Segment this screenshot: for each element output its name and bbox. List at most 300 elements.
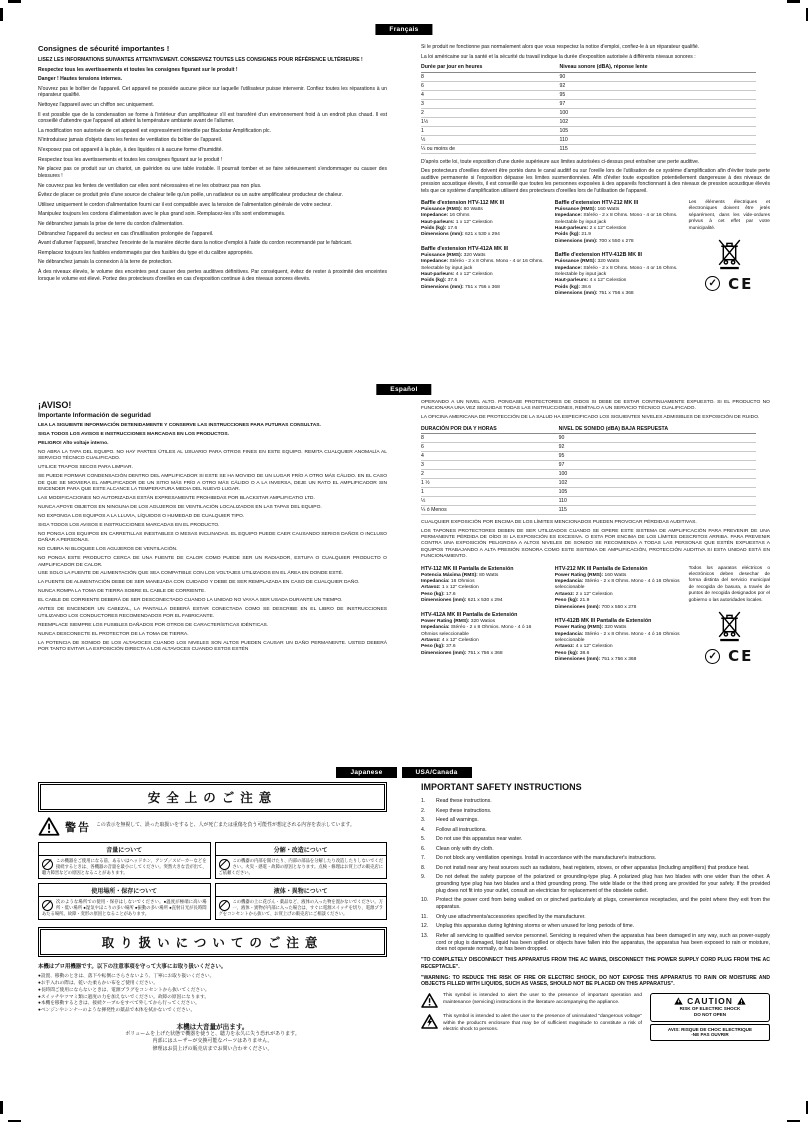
spec-label: Poids (kg): xyxy=(421,225,447,231)
caution-box-wrap xyxy=(650,993,770,1041)
tab-francais: Français xyxy=(375,24,432,35)
paragraph: Danger ! Hautes tensions internes. xyxy=(38,76,123,83)
spec-label: Artavoz: xyxy=(554,591,575,597)
table-cell: 92 xyxy=(559,442,756,451)
approval-check-icon: ✓ xyxy=(705,276,720,291)
paragraph: NO CUBRA NI BLOQUEE LOS AGUJEROS DE VENTILACIÓN. xyxy=(38,547,178,553)
french-right-intro xyxy=(421,44,770,60)
handling-bullet: ●ベンジンやシンナーのような揮発性の薬品で本体を拭かないでください。 xyxy=(38,1007,196,1013)
spec-label: Dimensions (mm): xyxy=(421,232,464,238)
table-cell: 92 xyxy=(560,81,757,90)
crop-mark xyxy=(0,1101,3,1114)
tab-usa-canada: USA/Canada xyxy=(402,767,472,778)
paragraph: NUNCA APOYE OBJETOS EN NINGUNA DE LOS AGUJEROS DE VENTILACIÓN LOCALIZADOS EN LAS TAPAS DEL EQUIPO. xyxy=(38,504,322,510)
spec-label: Impedancia: xyxy=(554,631,584,637)
table-cell: 3 xyxy=(421,99,560,108)
table-cell: 6 xyxy=(421,442,559,451)
paragraph: Si le produit ne fonctionne pas normalement alors que vous respectez la notice d'emploi, confiez-le à un réparateur qualifié. xyxy=(421,44,700,50)
table-cell: 4 xyxy=(421,451,559,460)
spec-label: Dimensions (mm): xyxy=(554,291,598,297)
spec-line: Artavoz: 1 x 12" Celestion xyxy=(421,585,479,591)
paragraph: Ne débranchez jamais la connexion à la terre de protection. xyxy=(38,259,173,266)
table-cell: 110 xyxy=(560,135,757,144)
notice-line: ボリュームを上げた状態で機器を使うと、聴力を永久に失う恐れがあります。 xyxy=(125,1030,300,1037)
spec-block xyxy=(555,200,680,245)
instruction-number: 12. xyxy=(421,923,429,930)
caution-label: CAUTION xyxy=(687,996,733,1007)
caution-open-line: DO NOT OPEN xyxy=(693,1012,727,1018)
bottom-section xyxy=(38,782,770,1114)
tab-espanol: Español xyxy=(376,384,431,395)
caution-box-title: 分解・改造について xyxy=(216,843,387,856)
table-cell: 8 xyxy=(421,433,559,442)
paragraph: N'exposez pas cet appareil à la pluie, à des liquides ni à aucune forme d'humidité. xyxy=(38,147,223,154)
paragraph: LISEZ LES INFORMATIONS SUIVANTES ATTENTIVEMENT. CONSERVEZ TOUTES LES CONSIGNES POUR RÉFÉRENCE ULTÉRIEURE ! xyxy=(38,57,363,63)
spec-label: Impedancia: xyxy=(554,579,584,585)
spec-line: Dimensions (mm): 621 x 530 x 294 xyxy=(421,232,500,238)
instruction-item xyxy=(421,817,770,824)
spec-label: Puissance (RMS): xyxy=(554,206,597,212)
prohibition-icon xyxy=(219,900,230,911)
instruction-item xyxy=(421,808,770,815)
instruction-item xyxy=(421,897,770,911)
symbol-note-row xyxy=(421,1014,642,1034)
table-row xyxy=(421,505,756,514)
french-recycle-column xyxy=(689,200,770,305)
table-row xyxy=(421,81,756,90)
paragraph: SIGA TODOS LOS AVISOS E INSTRUCCIONES MARCADAS EN LOS PRODUCTOS. xyxy=(38,431,229,437)
instruction-text: Do not use this apparatus near water. xyxy=(436,836,523,843)
handling-bullet: ●スイッチやツマミ類に過度の力を加えないでください。故障の原因になります。 xyxy=(38,993,210,999)
avis-box xyxy=(650,1024,770,1041)
spec-block xyxy=(421,612,546,657)
table-cell: 105 xyxy=(560,126,757,135)
symbol-note-row xyxy=(421,993,642,1008)
japanese-loud-lines xyxy=(38,1031,387,1054)
spec-label: Impedancia: xyxy=(421,625,450,631)
spec-line: Dimensions (mm): 700 x 550 x 278 xyxy=(554,238,634,244)
spec-line: Impedancia: Stéréo - 2 x 8 Ohms. Mono - 4 ó 16 Ohmios seleccionable xyxy=(554,631,680,643)
spec-label: Artavoz: xyxy=(554,644,575,650)
french-left-column xyxy=(38,44,387,380)
table-row xyxy=(421,496,756,505)
table-row xyxy=(421,460,756,469)
spec-line: Artavoz: 4 x 12" Celestion xyxy=(421,637,479,643)
spec-line: Dimensiones (mm): 621 x 530 x 294 xyxy=(421,598,503,604)
spec-title: Baffle d'extension HTV-212 MK III xyxy=(554,199,639,206)
instruction-number: 13. xyxy=(421,932,429,939)
recycle-note: Les éléments électriques et électroniques doivent être jetés séparément, dans les vide-ordures prévus à cet effet par votre municipalité. xyxy=(688,199,770,231)
paragraph: NO PONGA ESTE PRODUCTO CERCA DE UNA FUENTE DE CALOR COMO PUEDE SER UN RADIADOR, ESTUFA O CUALQUIER PRODUCTO O AMPLIFICADOR DE CALOR. xyxy=(38,556,387,568)
weee-bin-icon xyxy=(716,609,743,642)
spanish-specs-row xyxy=(421,566,770,671)
spec-label: Haut-parleurs: xyxy=(421,219,455,225)
table-cell: 115 xyxy=(560,144,757,153)
paragraph: LA POTENCIA DE SONIDO DE LOS ALTAVOCES CUANDO LOS NIVELES SON ALTOS PUEDEN CAUSAR UN DAÑO PERMANENTE. USTED DEBERÁ POR TANTO EVITAR LA EXPOSICIÓN DIRECTA A LOS ALTAVOCES CUANDO ESTOS ESTÉN xyxy=(38,640,387,652)
column-header: Durée par jour en heures xyxy=(421,63,560,72)
spec-block xyxy=(555,566,680,611)
warning-triangle-icon xyxy=(421,993,438,1008)
caution-box-title: 音量について xyxy=(39,843,210,856)
spec-label: Haut-parleurs: xyxy=(421,272,455,278)
spec-label: Power Rating (RMS): xyxy=(554,625,604,631)
spec-label: Dimensiones (mm): xyxy=(554,657,601,663)
caution-title-row xyxy=(654,996,766,1006)
spanish-spec-column-2 xyxy=(555,566,680,671)
instruction-item xyxy=(421,855,770,862)
spec-line: Impedancia: 16 Ohmios xyxy=(421,579,475,585)
table-body xyxy=(421,72,756,153)
table-cell: 1 xyxy=(421,126,560,135)
table-header-row xyxy=(421,63,756,72)
spec-line: Haut-parleurs: 1 x 12" Celestion xyxy=(421,219,493,225)
instruction-text: Read these instructions. xyxy=(436,798,492,804)
spec-line: Haut-parleurs: 4 x 12" Celestion xyxy=(554,278,627,284)
japanese-loud-title: 本機は大音量が出ます。 xyxy=(176,1023,249,1031)
paragraph: Des protecteurs d'oreilles doivent être portés dans le canal auditif ou sur l'oreille lors de l'utilisation de ce système d'amplification afin d'éviter toute perte auditive permanente si l'exposition dépasse les limites susmentionnées. Afin d'éviter toute exposition potentiellement dangereuse à des niveaux de pression acoustique élevés, il est conseillé que toutes les personnes exposées à des appareils fonctionnant à des niveaux de pression acoustique élevés tels que ce système d'amplification utilisent des protecteurs d'oreilles lors de l'utilisation de l'appareil. xyxy=(421,168,770,195)
spanish-section xyxy=(38,400,770,758)
paragraph: LEA LA SIGUIENTE INFORMACIÓN DETENIDAMENTE Y CONSERVE LAS INSTRUCCIONES PARA FUTURAS CONSULTAS. xyxy=(38,423,321,428)
certification-marks xyxy=(705,275,753,293)
paragraph: Débranchez l'appareil du secteur en cas d'inutilisation prolongée de l'appareil. xyxy=(38,230,214,237)
spec-title: HTV-412A MK III Pantalla de Extensión xyxy=(421,611,518,618)
japanese-warning-row xyxy=(38,817,387,836)
exposure-table-french xyxy=(421,63,756,153)
french-spec-column-2 xyxy=(555,200,680,305)
paragraph: NO PONGA LOS EQUIPOS EN CARRETILLAS INESTABLES O MESAS INCLINADAS. EL EQUIPO PUEDE CAER CAUSANDO SERIOS DAÑOS O INCLUSO DAÑAR A PERSONAS. xyxy=(38,531,387,544)
spec-label: Poids (kg): xyxy=(421,278,447,284)
prohibition-icon xyxy=(42,900,53,911)
exposure-table-spanish xyxy=(421,424,756,514)
instruction-item xyxy=(421,846,770,853)
paragraph: SE PUEDE FORMAR CONDENSACIÓN DENTRO DEL AMPLIFICADOR SI ESTE SE HA MOVIDO DE UN LUGAR FRÍO A OTRO MÁS CÁLIDO. EN EL CASO DE QUE SE MOVIERA EL AMPLIFICADOR DE UN SITIO MÁS FRÍO A OTRO MÁS CÁLIDO O A LA INVERSA, DEJE UN RATO EL AMPLIFICADOR SIN ENCENDER PARA QUE ESTE ALCANCE LA TEMPERATURA MEDIA DEL NUEVO LUGAR. xyxy=(38,474,387,492)
ce-mark: CE xyxy=(728,274,754,293)
table-cell: 110 xyxy=(559,496,756,505)
spec-line: Impedance: Stéréo - 2 x 8 Ohms. Mono - 4 or 16 Ohms. Selectable by input jack xyxy=(554,265,678,278)
spec-line: Peso (kg): 17.6 xyxy=(421,591,456,597)
instruction-text: Do not install near any heat sources such as radiators, heat registers, stoves, or other apparatus (including amplifiers) that produce heat. xyxy=(436,864,750,871)
japanese-caution-box xyxy=(215,883,388,920)
paragraph: Avant d'allumer l'appareil, branchez l'enceinte de la manière décrite dans la notice d'emploi à l'aide du cordon recommandé par le fabricant. xyxy=(38,240,353,247)
spanish-right-intro xyxy=(421,400,770,422)
spec-line: Puissance (RMS): 320 Watts xyxy=(421,252,486,258)
spec-block xyxy=(555,252,680,297)
spec-block xyxy=(421,566,546,605)
handling-bullet: ●設置、移動のときは、落下や転倒にさらさないよう、丁寧にお取り扱いください。 xyxy=(38,973,215,979)
spec-label: Dimensiones (mm): xyxy=(554,604,601,610)
spec-title: HTV-412B MK III Pantalla de Extensión xyxy=(554,617,652,624)
instruction-number: 7. xyxy=(421,855,426,862)
table-cell: 90 xyxy=(559,433,756,442)
paragraph: UTILICE TRAPOS SECOS PARA LIMPIAR. xyxy=(38,465,133,471)
spec-label: Haut-parleurs: xyxy=(554,278,589,284)
spanish-subtitle: Importante Información de seguridad xyxy=(38,412,151,419)
spec-line: Power Rating (RMS): 320 Watts xyxy=(554,625,627,631)
table-cell: ½ xyxy=(421,135,560,144)
table-cell: 4 xyxy=(421,90,560,99)
instruction-text: Protect the power cord from being walked on or pinched particularly at plugs, convenience receptacles, and the point where they exit from the apparatus. xyxy=(436,897,770,911)
spec-title: HTV-112 MK III Pantalla de Extensión xyxy=(421,565,514,572)
japanese-safety-title: 安全上のご注意 xyxy=(38,782,387,812)
instruction-item xyxy=(421,827,770,834)
table-header-row xyxy=(421,424,756,433)
japanese-column xyxy=(38,782,387,1114)
table-header xyxy=(421,63,756,72)
spec-line: Impedancia: Stéréo - 2 x 8 Ohms. Mono - 4 ó 16 Ohmios seleccionable xyxy=(554,579,680,591)
crop-mark xyxy=(787,0,800,3)
table-row xyxy=(421,99,756,108)
instruction-item xyxy=(421,836,770,843)
paragraph: CUALQUIER EXPOSICIÓN POR ENCIMA DE LOS LÍMITES MENCIONADOS PUEDEN PROVOCAR PÉRDIDAS AUDITIVAS. xyxy=(421,519,697,525)
spec-line: Puissance (RMS): 80 Watts xyxy=(421,206,483,212)
table-cell: ½ xyxy=(421,496,559,505)
spec-line: Dimensiones (mm): 751 x 756 x 368 xyxy=(554,657,637,663)
instruction-number: 4. xyxy=(421,826,426,833)
paragraph: Respectez tous les avertissements et toutes les consignes figurant sur le produit ! xyxy=(38,66,238,73)
spec-line: Poids (kg): 37.6 xyxy=(421,278,458,284)
paragraph: Nettoyez l'appareil avec un chiffon sec uniquement. xyxy=(38,102,155,109)
instruction-item xyxy=(421,914,770,921)
table-cell: ¼ ó Menos xyxy=(421,505,559,514)
table-row xyxy=(421,90,756,99)
table-cell: 8 xyxy=(421,72,560,81)
spec-label: Dimensions (mm): xyxy=(554,238,598,244)
caution-risk-line: RISK OF ELECTRIC SHOCK xyxy=(679,1006,741,1012)
table-cell: 100 xyxy=(560,108,757,117)
table-cell: 95 xyxy=(559,451,756,460)
spec-line: Artavoz: 4 x 12" Celestion xyxy=(554,644,613,650)
lightning-triangle-icon xyxy=(674,997,683,1005)
paragraph: Remplacez toujours les fusibles endommagés par des fusibles du type et du calibre appropriés. xyxy=(38,249,254,256)
caution-box-text: この機器をご使用になる前、あるいはヘッドホン、アンプ／スピーカーなどを接続するときは、各機器の音量を最小にしてください。突然大きな音が出て、聴力障害などの原因となることがあります。 xyxy=(42,858,207,876)
paragraph: ANTES DE ENCENDER UN CABEZAL, LA PANTALLA DEBERÁ ESTAR CONECTADA COMO SE DESCRIBE EN EL LIBRO DE INSTRUCCIONES UTILIZANDO LOS CONDUCTORES RECOMENDADOS POR EL FABRICANTE. xyxy=(38,607,387,619)
table-row xyxy=(421,469,756,478)
spec-label: Power Rating (RMS): xyxy=(421,618,470,624)
paragraph: OPERANDO A UN NIVEL ALTO. PÓNGASE PROTECTORES DE OÍDOS SI DEBE DE ESTAR CONTINUAMENTE EXPUESTO. SI EL PRODUCTO NO FUNCIONARA UNA VEZ SEGUIDAS TODAS LAS INSTRUCCIONES, REMÍTALO A UN SERVICIO TÉCNICO CUALIFICADO. xyxy=(421,400,770,412)
instruction-number: 10. xyxy=(421,897,429,904)
paragraph: Il est possible que de la condensation se forme à l'intérieur d'un amplificateur s'il est transféré d'un environnement froid à un endroit plus chaud. Il est conseillé d'attendre que l'appareil ait atteint la température ambiante avant de l'allumer. xyxy=(38,111,387,125)
paragraph: EL CABLE DE CORRIENTE DEBERÁ DE SER DESCONECTADO CUANDO LA UNIDAD NO VAYA A SER USADA DURANTE UN TIEMPO. xyxy=(38,598,343,604)
table-row xyxy=(421,433,756,442)
table-row xyxy=(421,126,756,135)
table-cell: 1 xyxy=(421,487,559,496)
japanese-warning-label: 警告 xyxy=(65,821,91,834)
notice-line: 修理はお買上げの販売店までお問い合わせください。 xyxy=(152,1045,273,1052)
japanese-handling-title: 取り扱いについてのご注意 xyxy=(38,927,387,957)
table-cell: 102 xyxy=(560,117,757,126)
japanese-warning-text: この表示を無視して、誤った取扱いをすると、人が死亡または重傷を負う可能性が想定される内容を表示しています。 xyxy=(96,823,355,829)
instruction-text: Keep these instructions. xyxy=(436,807,492,814)
spec-label: Impedance: xyxy=(554,265,582,271)
spanish-left-column xyxy=(38,400,387,758)
instruction-number: 2. xyxy=(421,807,426,814)
table-row xyxy=(421,144,756,153)
spec-line: Haut-parleurs: 4 x 12" Celestion xyxy=(421,272,493,278)
paragraph: PELIGRO! Alto voltaje interno. xyxy=(38,440,109,446)
instruction-number: 6. xyxy=(421,845,426,852)
table-row xyxy=(421,108,756,117)
paragraph: NO EXPONGA LOS EQUIPOS A LA LLUVIA, LÍQUIDOS O HUMEDAD DE CUALQUIER TIPO. xyxy=(38,513,245,519)
spec-line: Impedance: Stéréo - 2 x 8 Ohms. Mono - 4 or 16 Ohms. Selectable by input jack xyxy=(421,259,544,271)
approval-check-icon: ✓ xyxy=(705,649,720,664)
spec-label: Haut-parleurs: xyxy=(554,225,589,231)
caution-box-text: 次のような場所での使用・保存はしないでください。●温度が極端に高い場所・低い場所 ●湿気やほこりの多い場所 ●振動の多い場所 ●直射日光が長時間あたる場所。故障・変形の原因となることがあります。 xyxy=(42,899,207,917)
paragraph: D'après cette loi, toute exposition d'une durée supérieure aux limites autorisées ci-dessus peut entraîner une perte auditive. xyxy=(421,158,700,165)
paragraph: Manipulez toujours les cordons d'alimentation avec le plus grand soin. Remplacez-les s'ils sont endommagés. xyxy=(38,211,286,218)
table-header xyxy=(421,424,756,433)
instruction-number: 9. xyxy=(421,874,426,881)
table-row xyxy=(421,487,756,496)
table-row xyxy=(421,451,756,460)
spec-line: Potencia Máxima (RMS): 80 Watts xyxy=(421,572,499,578)
spec-line: Puissance (RMS): 320 Watts xyxy=(554,259,620,265)
french-left-paragraphs xyxy=(38,57,387,282)
caution-box xyxy=(650,993,770,1022)
paragraph: SIGA TODOS LOS AVISOS E INSTRUCCIONES MARCADAS EN EL PRODUCTO. xyxy=(38,522,220,528)
paragraph: N'ouvrez pas le boîtier de l'appareil. Cet appareil ne possède aucune pièce sur laquelle l'utilisateur puisse intervenir. Confiez toutes les réparations à un réparateur qualifié. xyxy=(38,85,387,99)
paragraph: NUNCA ROMPA LA TOMA DE TIERRA SOBRE EL CABLE DE CORRIENTE. xyxy=(38,589,206,595)
spanish-recycle-column xyxy=(689,566,770,671)
spec-label: Peso (kg): xyxy=(421,591,445,597)
french-specs-row xyxy=(421,200,770,305)
instruction-item xyxy=(421,923,770,930)
table-row xyxy=(421,72,756,81)
spec-block xyxy=(421,200,546,239)
instruction-number: 8. xyxy=(421,864,426,871)
spec-label: Poids (kg): xyxy=(554,232,581,238)
paragraph: N'introduisez jamais d'objets dans les fentes de ventilation du boîtier de l'appareil. xyxy=(38,137,223,144)
spanish-spec-column-1 xyxy=(421,566,546,671)
spec-line: Impedance: 16 Ohms xyxy=(421,213,470,219)
spanish-right-paragraphs xyxy=(421,520,770,561)
instruction-number: 3. xyxy=(421,817,426,824)
instruction-text: Only use attachments/accessories specified by the manufacturer. xyxy=(436,913,586,920)
english-instruction-list xyxy=(421,798,770,953)
paragraph: Ne couvrez pas les fentes de ventilation car elles sont nécessaires et ne les obstruez pas non plus. xyxy=(38,182,262,189)
table-cell: 1 ½ xyxy=(421,478,559,487)
spanish-title: ¡AVISO! xyxy=(38,400,72,410)
handling-bullet: ●長時間ご使用にならないときは、電源プラグをコンセントから抜いてください。 xyxy=(38,986,210,992)
paragraph: Ne débranchez jamais la prise de terre du cordon d'alimentation. xyxy=(38,220,184,227)
spec-line: Peso (kg): 21.9 xyxy=(554,598,590,604)
table-cell: 2 xyxy=(421,108,560,117)
table-cell: ¼ ou moins de xyxy=(421,144,560,153)
spec-line: Poids (kg): 38.6 xyxy=(554,284,591,290)
spec-title: Baffle d'extension HTV-412B MK III xyxy=(554,252,643,259)
spec-line: Dimensiones (mm): 751 x 756 x 368 xyxy=(421,650,503,656)
spec-label: Artavoz: xyxy=(421,585,441,591)
spec-label: Power Rating (RMS): xyxy=(554,572,604,578)
paragraph: La loi américaine sur la santé et la sécurité du travail indique la durée d'exposition autorisée à différents niveaux sonores : xyxy=(421,53,696,60)
table-cell: 102 xyxy=(559,478,756,487)
table-cell: 97 xyxy=(559,460,756,469)
avis-line: AVIS: RISQUE DE CHOC ELECTRIQUE xyxy=(667,1026,753,1032)
french-spec-column-1 xyxy=(421,200,546,305)
instruction-text: Unplug this apparatus during lightning storms or when unused for long periods of time. xyxy=(436,923,635,930)
spec-line: Peso (kg): 38.6 xyxy=(554,650,590,656)
certification-marks xyxy=(705,647,753,665)
spec-line: Poids (kg): 17.6 xyxy=(421,225,458,231)
spec-label: Potencia Máxima (RMS): xyxy=(421,572,478,578)
spec-line: Power Rating (RMS): 160 Watts xyxy=(554,572,627,578)
paragraph: LA OFICINA AMERICANA DE PROTECCIÓN DE LA SALUD HA ESPECIFICADO LOS SIGUIENTES NIVELES ADMISIBLES DE EXPOSICIÓN DE RUIDO. xyxy=(421,415,760,421)
japanese-handling-bullets xyxy=(38,973,387,1014)
spec-label: Impedancia: xyxy=(421,579,450,585)
table-row xyxy=(421,117,756,126)
table-cell: 2 xyxy=(421,469,559,478)
english-title: IMPORTANT SAFETY INSTRUCTIONS xyxy=(421,782,582,792)
spec-label: Puissance (RMS): xyxy=(421,206,463,212)
column-header: DURACIÓN POR DIA Y HORAS xyxy=(421,424,559,433)
english-column xyxy=(421,782,770,1114)
spec-line: Impedance: Stéréo - 2 x 8 Ohms. Mono - 4 or 16 Ohms. Selectable by input jack xyxy=(554,213,678,225)
instruction-text: Do not block any ventilation openings. Install in accordance with the manufacturer's instructions. xyxy=(436,855,657,862)
instruction-text: Do not defeat the safety purpose of the polarized or grounding-type plug. A polarized plug has two blades with one wider than the other. A grounding type plug has two blades and a third grounding prong. The wide blade or the third prong are provided for your safety. If the provided plug does not fit into your outlet, consult an electrician for replacement of the obsolete outlet. xyxy=(436,874,770,894)
handling-bullet: ●本機を移動するときは、接続ケーブルをすべて外してから行ってください。 xyxy=(38,1000,200,1006)
table-cell: 95 xyxy=(560,90,757,99)
paragraph: Respectez tous les avertissements et toutes les consignes figurant sur le produit ! xyxy=(38,156,223,163)
paragraph: "TO COMPLETELY DISCONNECT THIS APPARATUS FROM THE AC MAINS, DISCONNECT THE POWER SUPPLY CORD PLUG FROM THE AC RECEPTACLE". xyxy=(421,957,770,970)
warning-triangle-icon xyxy=(737,997,746,1005)
instruction-text: Refer all servicing to qualified service personnel. Servicing is required when the apparatus has been damaged in any way, such as power-supply cord or plug is damaged, liquid has been spilled or objects have fallen into the apparatus, the apparatus has been exposed to rain or moisture, does not operate normally, or has been dropped. xyxy=(436,932,770,953)
spec-label: Dimensiones (mm): xyxy=(421,650,467,656)
paragraph: À des niveaux élevés, le volume des enceintes peut causer des pertes auditives définitives. Par conséquent, évitez de rester à proximité des enceintes lorsque le volume est élevé. Portez des protecteurs d'oreilles en cas d'exposition continue à des niveaux sonores élevés. xyxy=(38,269,387,282)
english-warnings xyxy=(421,957,770,988)
caution-box-title: 使用場所・保存について xyxy=(39,884,210,897)
weee-bin-icon xyxy=(716,237,743,270)
recycle-note: Todos los aparatos eléctricos o electrónicos deben desechar de forma distinta del servicio municipal de recogida de basura, a través de puntos de recogida designados por el gobierno o las autoridades locales. xyxy=(688,565,770,603)
spec-label: Impedance: xyxy=(421,213,449,219)
instruction-text: Follow all instructions. xyxy=(436,826,487,833)
instruction-item xyxy=(421,874,770,894)
spec-line: Dimensiones (mm): 700 x 550 x 278 xyxy=(554,604,637,610)
spec-label: Puissance (RMS): xyxy=(554,259,597,265)
spec-title: Baffle d'extension HTV-112 MK III xyxy=(421,199,505,206)
table-row xyxy=(421,135,756,144)
table-cell: 1½ xyxy=(421,117,560,126)
spec-line: Artavoz: 2 x 12" Celestion xyxy=(554,591,613,597)
table-cell: 105 xyxy=(559,487,756,496)
spec-label: Puissance (RMS): xyxy=(421,252,463,258)
french-section xyxy=(38,44,770,380)
japanese-caution-box xyxy=(38,842,211,879)
paragraph: LAS MODIFICACIONES NO AUTORIZADAS ESTÁN EXPRESAMENTE PROHIBIDAS POR BLACKSTAR AMPLIFICATIO LTD. xyxy=(38,495,315,501)
table-cell: 97 xyxy=(560,99,757,108)
spanish-right-column xyxy=(421,400,770,758)
table-body xyxy=(421,433,756,514)
lightning-triangle-icon xyxy=(421,1014,438,1029)
paragraph: Évitez de placer ce produit près d'une source de chaleur telle qu'un poêle, un radiateur ou un autre amplificateur producteur de chaleur. xyxy=(38,192,343,199)
instruction-text: Clean only with dry cloth. xyxy=(436,845,494,852)
paragraph: NO ABRA LA TAPA DEL EQUIPO. NO HAY PARTES ÚTILES AL USUARIO PARA OTROS FINES EN ESTE EQUIPO. REMITA CUALQUIER ANOMALÍA AL SERVICIO TÉCNICO CUALIFICADO. xyxy=(38,449,387,462)
compliance-icons xyxy=(689,609,770,665)
spec-title: HTV-212 MK III Pantalla de Extensión xyxy=(554,565,648,572)
spec-line: Power Rating (RMS): 320 Watios xyxy=(421,618,496,624)
paragraph: NUNCA DESCONECTE EL PROTECTOR DE LA TOMA DE TIERRA. xyxy=(38,631,189,637)
avis-line2: -NE PAS OUVRIR xyxy=(691,1032,729,1038)
column-header: Niveau sonore (dBA), réponse lente xyxy=(560,63,757,72)
instruction-number: 11. xyxy=(421,913,428,920)
japanese-caution-box xyxy=(38,883,211,920)
english-symbol-area xyxy=(421,993,770,1041)
english-symbol-notes xyxy=(421,993,642,1040)
spanish-left-paragraphs xyxy=(38,423,387,653)
french-title: Consignes de sécurité importantes ! xyxy=(38,44,170,53)
paragraph: Utilisez uniquement le cordon d'alimentation fourni car il est compatible avec la tension de l'alimentation générale de votre secteur. xyxy=(38,201,332,208)
spec-line: Impedancia: Stéréo - 2 x 8 Ohmios. Mono - 4 ó 16 Ohmios seleccionable xyxy=(421,625,532,637)
table-row xyxy=(421,442,756,451)
caution-box-title: 液体・異物について xyxy=(216,884,387,897)
